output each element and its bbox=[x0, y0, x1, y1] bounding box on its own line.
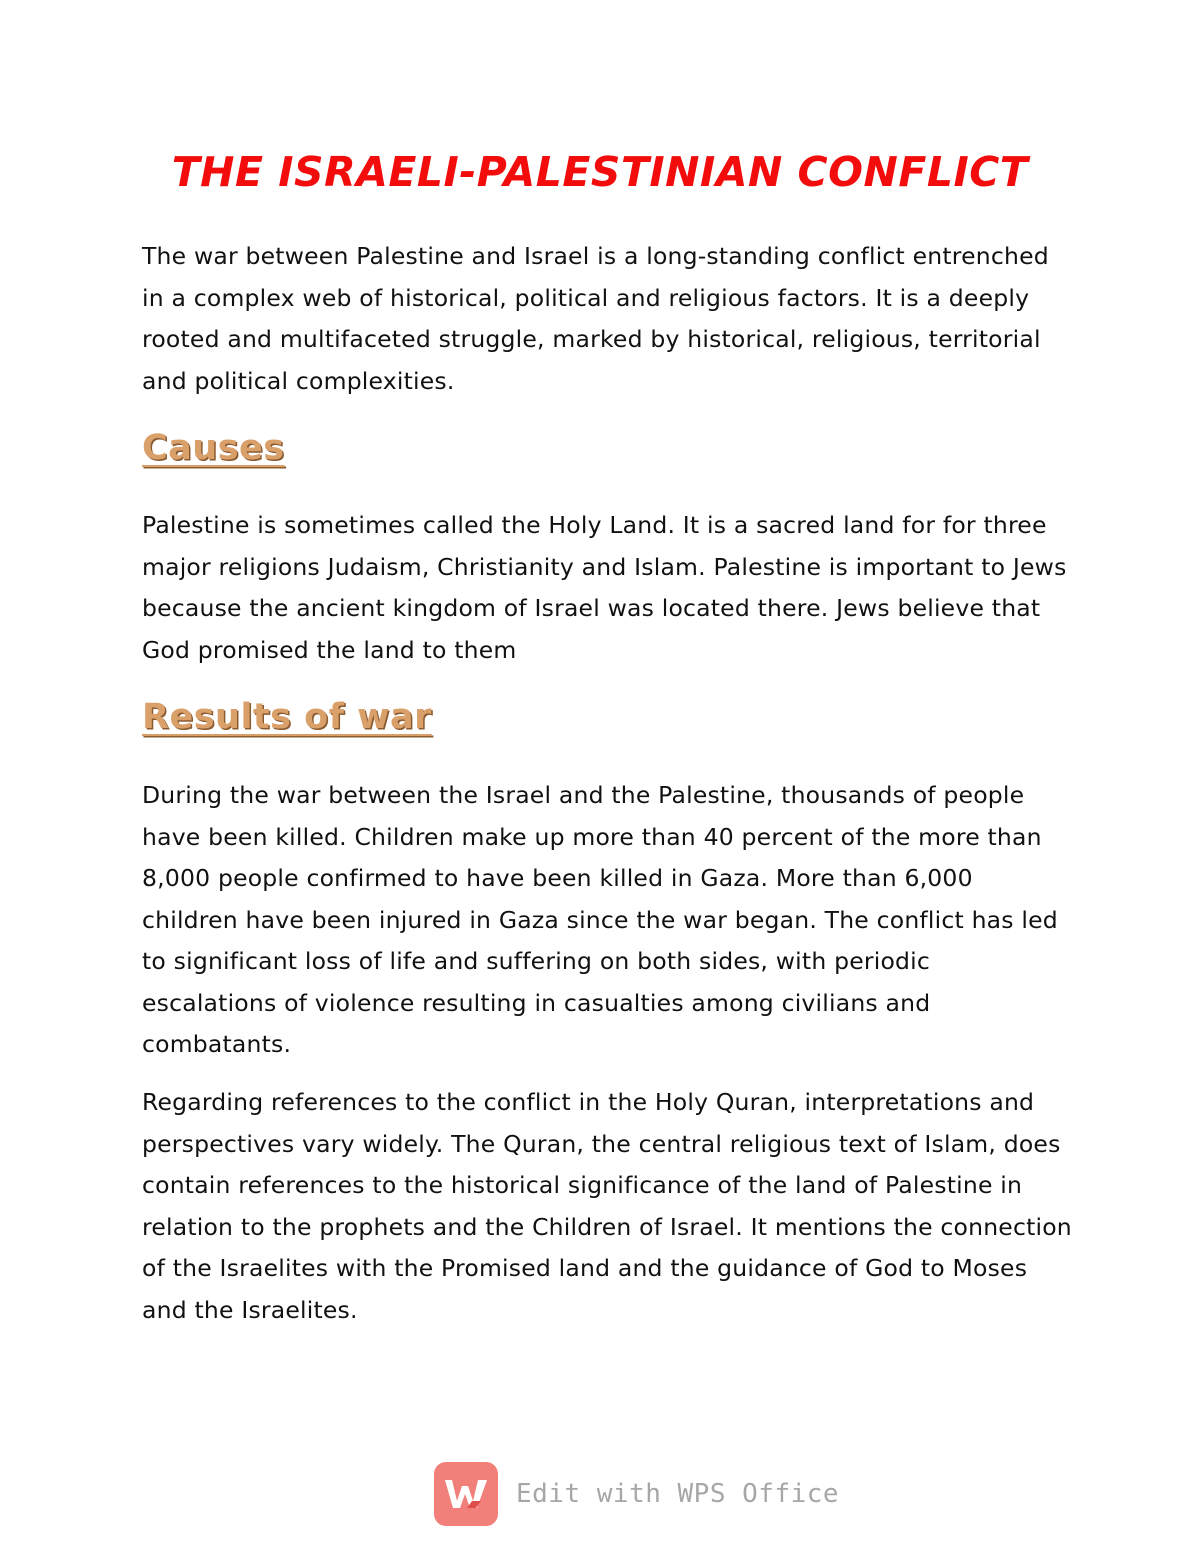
results-paragraph-2: Regarding references to the conflict in the Holy Quran, interpretations and perspectives vary widely. The Quran, the central religious text of Islam, does contain references to the historical significance of the land of Palestine in relation to the prophets and the Children of Israel. It mentions the connection of the Israelites with the Promised land and the guidance of God to Moses and the Israelites. bbox=[142, 1088, 1072, 1324]
wps-office-logo-icon bbox=[434, 1462, 498, 1526]
section-heading-causes: Causes bbox=[142, 428, 285, 468]
document-title: THE ISRAELI-PALESTINIAN CONFLICT bbox=[171, 148, 1029, 196]
wps-watermark[interactable] bbox=[434, 1462, 839, 1526]
section-heading-results-of-war: Results of war bbox=[142, 697, 432, 737]
wps-watermark-text: Edit with WPS Office bbox=[516, 1479, 840, 1509]
results-paragraph-1: During the war between the Israel and the Palestine, thousands of people have been killed. Children make up more than 40 percent of the more than 8,000 people confirmed to have been killed in Gaza. More than 6,000 children have been injured in Gaza since the war began. The conflict has led to significant loss of life and suffering on both sides, with periodic escalations of violence resulting in casualties among civilians and combatants. bbox=[142, 781, 1058, 1058]
causes-paragraph: Palestine is sometimes called the Holy Land. It is a sacred land for for three major religions Judaism, Christianity and Islam. Palestine is important to Jews because the ancient kingdom of Israel was located there. Jews believe that God promised the land to them bbox=[142, 511, 1067, 664]
intro-paragraph: The war between Palestine and Israel is a long-standing conflict entrenched in a complex web of historical, political and religious factors. It is a deeply rooted and multifaceted struggle, marked by historical, religious, territorial and political complexities. bbox=[142, 242, 1049, 395]
